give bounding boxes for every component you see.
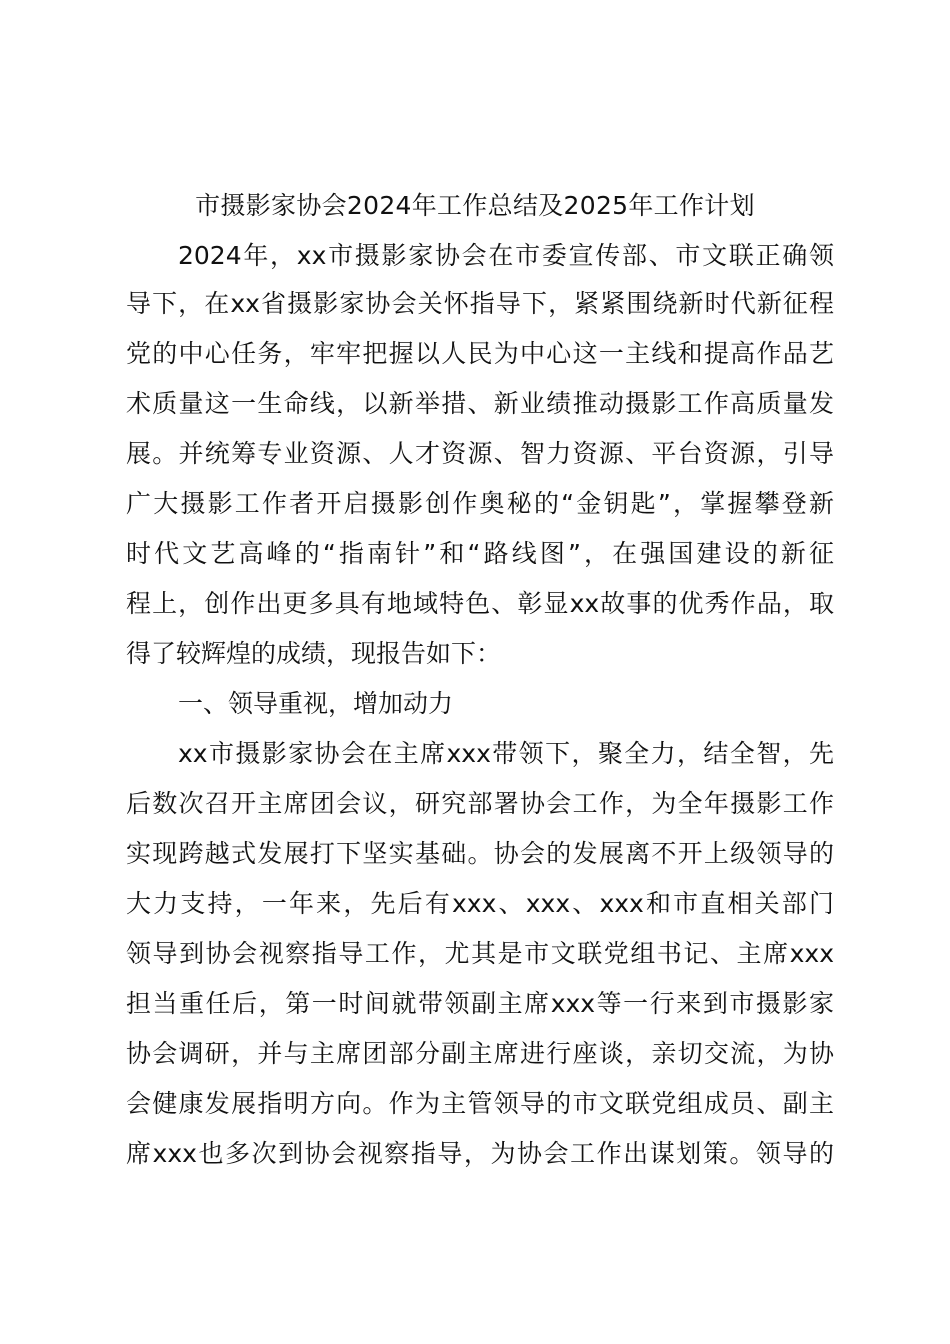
section-heading-1: 一、领导重视，增加动力 bbox=[178, 689, 454, 718]
paragraph-line-12: 实现跨越式发展打下坚实基础。协会的发展离不开上级领导的 bbox=[126, 839, 834, 868]
paragraph-line-1: 2024年，xx市摄影家协会在市委宣传部、市文联正确领 bbox=[178, 241, 834, 270]
paragraph-line-11: 后数次召开主席团会议，研究部署协会工作，为全年摄影工作 bbox=[126, 789, 834, 818]
paragraph-line-18: 席xxx也多次到协会视察指导，为协会工作出谋划策。领导的 bbox=[126, 1139, 834, 1168]
paragraph-line-8: 程上，创作出更多具有地域特色、彰显xx故事的优秀作品，取 bbox=[126, 589, 834, 618]
paragraph-line-10: xx市摄影家协会在主席xxx带领下，聚全力，结全智，先 bbox=[178, 739, 834, 768]
paragraph-line-7: 时代文艺高峰的“指南针”和“路线图”，在强国建设的新征 bbox=[126, 539, 834, 568]
paragraph-line-5: 展。并统筹专业资源、人才资源、智力资源、平台资源，引导 bbox=[126, 439, 834, 468]
paragraph-line-3: 党的中心任务，牢牢把握以人民为中心这一主线和提高作品艺 bbox=[126, 339, 834, 368]
paragraph-line-17: 会健康发展指明方向。作为主管领导的市文联党组成员、副主 bbox=[126, 1089, 834, 1118]
paragraph-line-15: 担当重任后，第一时间就带领副主席xxx等一行来到市摄影家 bbox=[126, 989, 834, 1018]
paragraph-line-9: 得了较辉煌的成绩，现报告如下： bbox=[126, 639, 502, 668]
paragraph-line-2: 导下，在xx省摄影家协会关怀指导下，紧紧围绕新时代新征程 bbox=[126, 289, 834, 318]
document-title: 市摄影家协会2024年工作总结及2025年工作计划 bbox=[195, 191, 755, 220]
paragraph-line-4: 术质量这一生命线，以新举措、新业绩推动摄影工作高质量发 bbox=[126, 389, 834, 418]
paragraph-line-6: 广大摄影工作者开启摄影创作奥秘的“金钥匙”，掌握攀登新 bbox=[126, 489, 834, 518]
paragraph-line-16: 协会调研，并与主席团部分副主席进行座谈，亲切交流，为协 bbox=[126, 1039, 834, 1068]
paragraph-line-13: 大力支持，一年来，先后有xxx、xxx、xxx和市直相关部门 bbox=[126, 889, 834, 918]
paragraph-line-14: 领导到协会视察指导工作，尤其是市文联党组书记、主席xxx bbox=[126, 939, 834, 968]
